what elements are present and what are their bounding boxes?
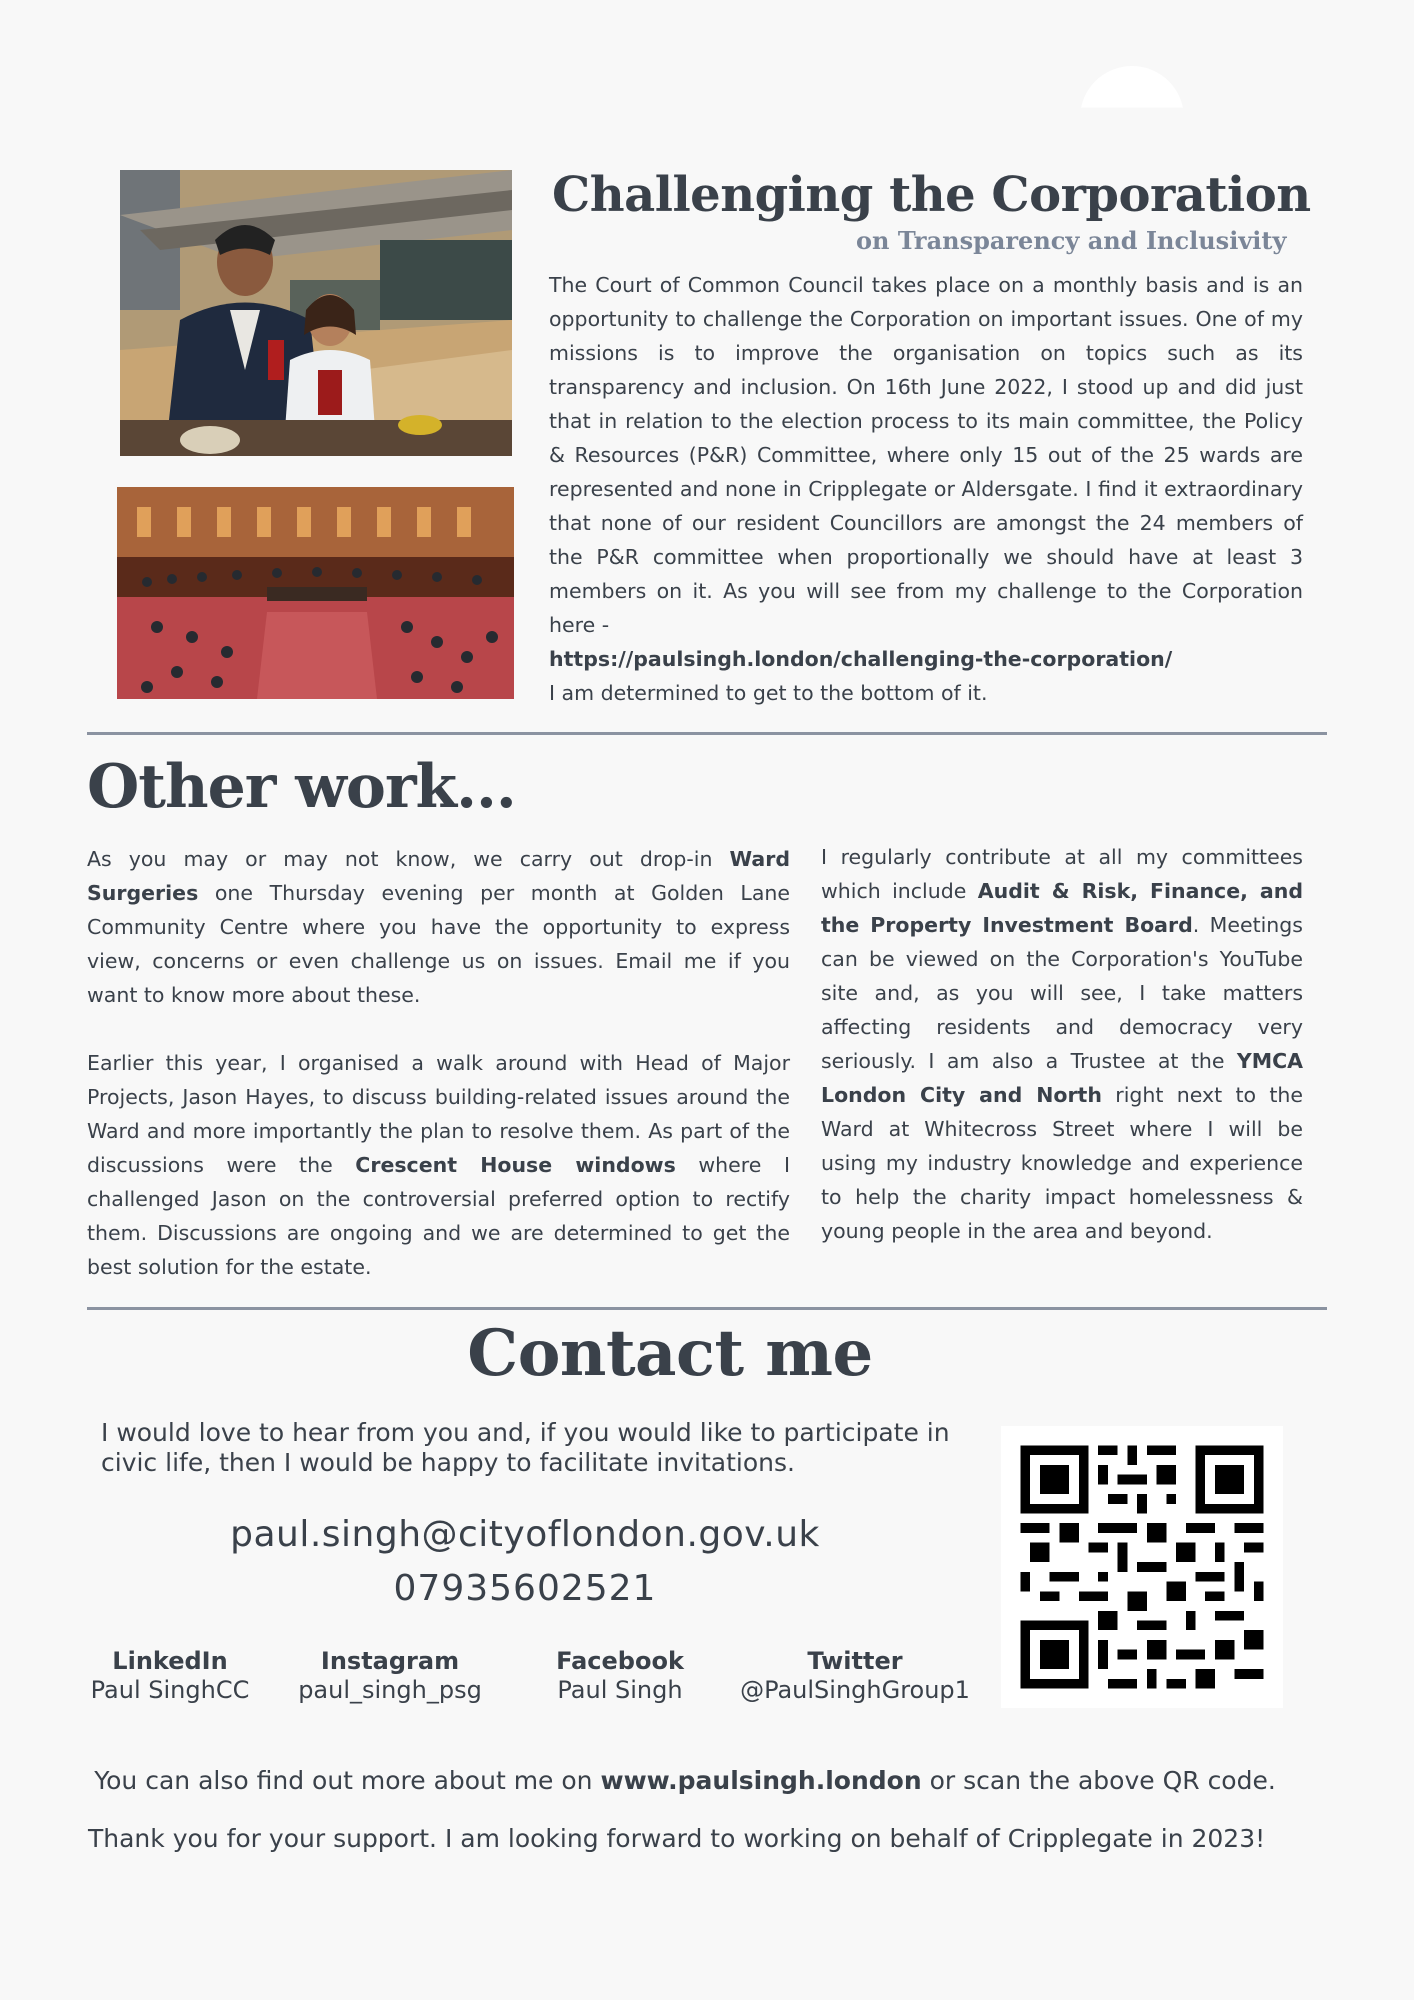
social-network-name: Instagram [320,1647,460,1675]
committees-paragraph [821,840,1303,1248]
text-run: or scan the above QR code. [921,1766,1276,1795]
text-run: As you may or may not know, we carry out drop-in [87,847,730,871]
qr-code-graphic [1001,1426,1283,1708]
walk-around-paragraph [87,1046,790,1284]
text-run: where I challenged Jason on the controversial preferred option to rectify them. Discussions are ongoing and we are determined to get the best solution for the estate. [87,1153,790,1279]
divider-1 [87,732,1327,735]
section-title-other-work: Other work... [87,752,516,822]
corporation-paragraph [549,268,1303,710]
footer-thanks: Thank you for your support. I am looking forward to working on behalf of Cripplegate in 2023! [88,1824,1266,1853]
divider-2 [87,1307,1327,1310]
section-subtitle-corporation: on Transparency and Inclusivity [856,226,1287,255]
section-title-contact: Contact me [467,1316,873,1391]
social-twitter[interactable] [725,1646,985,1704]
contact-phone[interactable]: 07935602521 [393,1568,657,1609]
photo-council-chamber-image [117,487,514,699]
contact-intro: I would love to hear from you and, if you would like to participate in civic life, then I would be happy to facilitate invitations. [101,1418,950,1477]
social-handle: paul_singh_psg [298,1676,482,1704]
website-link[interactable]: www.paulsingh.london [600,1766,922,1795]
bold-committees: Audit & Risk, Finance, and the Property Investment Board [821,879,1303,937]
social-instagram[interactable] [280,1646,500,1704]
contact-email[interactable]: paul.singh@cityoflondon.gov.uk [230,1514,820,1555]
bold-ward-surgeries: Ward Surgeries [87,847,790,905]
social-handle: Paul Singh [557,1676,683,1704]
corporation-link[interactable]: https://paulsingh.london/challenging-the-corporation/ [549,647,1173,671]
bold-crescent-house: Crescent House windows [355,1153,676,1177]
social-network-name: Facebook [556,1647,684,1675]
text-run: I regularly contribute at all my committees which include [821,845,1303,903]
other-work-left-column [87,842,790,1284]
text-run: . Meetings can be viewed on the Corporation's YouTube site and, as you will see, I take matters affecting residents and democracy very seriously. I am also a Trustee at the [821,913,1303,1073]
photo-outdoor-cafe [120,170,512,456]
qr-code-icon[interactable] [1001,1426,1283,1708]
section-title-corporation: Challenging the Corporation [552,167,1311,223]
corporation-body: The Court of Common Council takes place on a monthly basis and is an opportunity to challenge the Corporation on important issues. One of my missions is to improve the organisation on topics such as its transparency and inclusion. On 16th June 2022, I stood up and did just that in relation to the election process to its main committee, the Policy & Resources (P&R) Committee, where only 15 out of the 25 wards are represented and none in Cripplegate or Aldersgate. I find it extraordinary that none of our resident Councillors are amongst the 24 members of the P&R committee when proportionally we should have at least 3 members on it. As you will see from my challenge to the Corporation here - [549,273,1303,637]
footer-more-info [0,1766,1370,1795]
text-run: You can also find out more about me on [94,1766,601,1795]
decorative-arc [1080,66,1184,170]
social-linkedin[interactable] [70,1646,270,1704]
social-facebook[interactable] [520,1646,720,1704]
ward-surgeries-paragraph [87,842,790,1012]
other-work-right-column [821,840,1303,1248]
corporation-closing: I am determined to get to the bottom of it. [549,681,988,705]
social-network-name: LinkedIn [112,1647,228,1675]
bold-ymca: YMCA London City and North [821,1049,1303,1107]
social-handle: Paul SinghCC [90,1676,250,1704]
social-handle: @PaulSinghGroup1 [740,1676,970,1704]
photo-council-chamber [117,487,514,699]
text-run: right next to the Ward at Whitecross Street where I will be using my industry knowledge and experience to help the charity impact homelessness & young people in the area and beyond. [821,1083,1303,1243]
text-run: Earlier this year, I organised a walk around with Head of Major Projects, Jason Hayes, to discuss building-related issues around the Ward and more importantly the plan to resolve them. As part of the discussions were the [87,1051,790,1177]
photo-outdoor-cafe-image [120,170,512,456]
social-network-name: Twitter [807,1647,903,1675]
text-run: one Thursday evening per month at Golden Lane Community Centre where you have the opportunity to express view, concerns or even challenge us on issues. Email me if you want to know more about these. [87,881,790,1007]
